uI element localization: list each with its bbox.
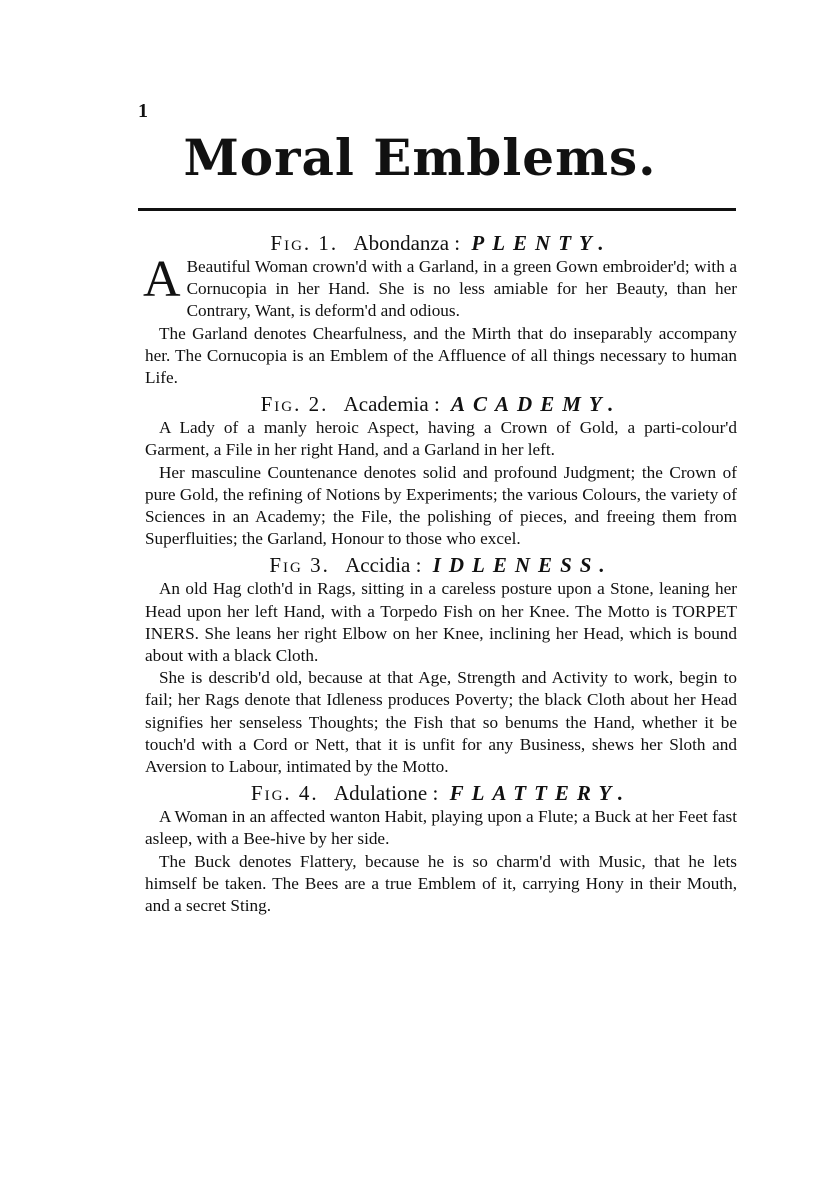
figure-latin-name: Abondanza :: [353, 231, 461, 255]
figure-label: Fig. 2.: [260, 392, 329, 417]
figure-latin-name: Adulatione :: [333, 781, 439, 806]
figure-explanation-2: Her masculine Countenance denotes solid and profound Judgment; the Crown of pure Gold, the refining of Notions by Experiments; the various Colours, the variety of Sciences in an Academy; the File, the polishing of pieces, and freeing them from Superfluities; the Garland, Honour to those who excel.: [145, 462, 737, 549]
figure-heading-3: [145, 552, 737, 578]
drop-capital: A: [143, 251, 181, 308]
figure-heading-2: [145, 391, 737, 417]
figure-description-1: [143, 251, 737, 323]
figure-explanation-4: The Buck denotes Flattery, because he is so charm'd with Music, that he lets himself be taken. The Bees are a true Emblem of it, carrying Hony in their Mouth, and a secret Sting.: [145, 851, 737, 916]
figure-label: Fig 3.: [269, 553, 330, 578]
figure-heading-4: [145, 780, 737, 806]
title-rule: [138, 208, 736, 211]
figure-english-name: PLENTY.: [471, 231, 612, 255]
page-content: [145, 228, 737, 917]
figure-latin-name: Academia :: [343, 392, 440, 417]
figure-explanation-3: She is describ'd old, because at that Age, Strength and Activity to work, begin to fail; her Rags denote that Idleness produces Poverty; the black Cloth about her Head signifies her senseless Thoughts; the Fish that so benums the Hand, whether it be touch'd with a Cord or Nett, that it is unfit for any Business, shews her Sloth and Aversion to Labour, intimated by the Motto.: [145, 668, 737, 777]
figure-explanation-1: The Garland denotes Chearfulness, and the Mirth that do inseparably accompany her. The Cornucopia is an Emblem of the Affluence of all things necessary to human Life.: [145, 323, 737, 388]
page-number: 1: [138, 100, 148, 122]
figure-english-name: FLATTERY.: [449, 781, 632, 806]
figure-label: Fig. 1.: [270, 231, 339, 255]
page-title: Moral Emblems.: [183, 128, 657, 187]
figure-description-4: A Woman in an affected wanton Habit, playing upon a Flute; a Buck at her Feet fast asleep, with a Bee-hive by her side.: [145, 807, 737, 849]
figure-latin-name: Accidia :: [345, 553, 422, 578]
figure-label: Fig. 4.: [250, 781, 319, 806]
description-text: Beautiful Woman crown'd with a Garland, in a green Gown embroider'd; with a Cornucopia in her Hand. She is no less amiable for her Beauty, than her Contrary, Want, is deform'd and odious.: [186, 257, 737, 321]
figure-english-name: IDLENESS.: [432, 553, 613, 578]
figure-english-name: ACADEMY.: [451, 392, 622, 417]
figure-description-3: An old Hag cloth'd in Rags, sitting in a careless posture upon a Stone, leaning her Head upon her left Hand, with a Torpedo Fish on her Knee. The Motto is TORPET INERS. She leans her right Elbow on her Knee, inclining her Head, which is bound about with a black Cloth.: [145, 579, 737, 666]
figure-heading-1: [145, 230, 737, 256]
figure-description-2: A Lady of a manly heroic Aspect, having a Crown of Gold, a parti-colour'd Garment, a File in her right Hand, and a Garland in her left.: [145, 418, 737, 460]
